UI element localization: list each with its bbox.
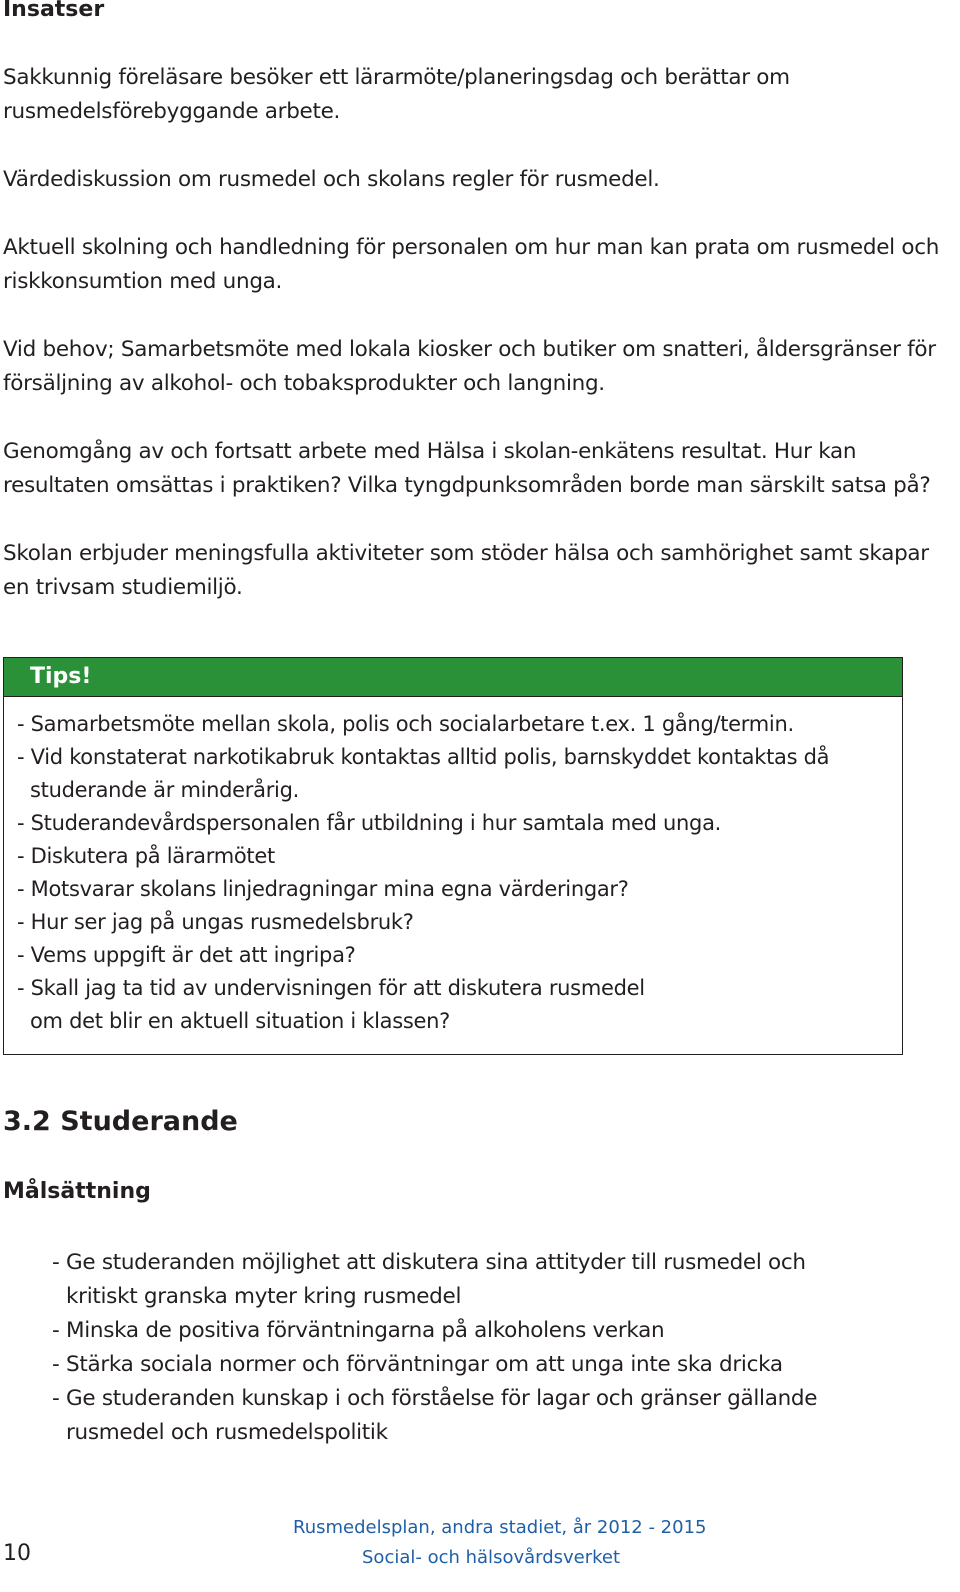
goal-item: - Minska de positiva förväntningarna på alkoholens verkan — [52, 1318, 665, 1343]
section-heading-insatser: Insatser — [3, 0, 105, 22]
tips-title: Tips! — [30, 664, 92, 689]
tips-item: - Diskutera på lärarmötet — [17, 844, 275, 868]
footer-document-title: Rusmedelsplan, andra stadiet, år 2012 - 2015 — [293, 1517, 707, 1538]
section-title-studerande: 3.2 Studerande — [3, 1106, 238, 1137]
paragraph-5: Genomgång av och fortsatt arbete med Hälsa i skolan-enkätens resultat. Hur kan resultaten omsättas i praktiken? Vilka tyngdpunksområden borde man särskilt satsa på? — [3, 439, 931, 498]
tips-subitem: - Hur ser jag på ungas rusmedelsbruk? — [17, 910, 414, 934]
tips-list — [17, 708, 890, 1038]
goals-list — [52, 1246, 932, 1450]
tips-subitem: - Vems uppgift är det att ingripa? — [17, 943, 356, 967]
tips-subitem: - Motsvarar skolans linjedragningar mina egna värderingar? — [17, 877, 629, 901]
tips-box — [3, 657, 903, 1055]
paragraph-4: Vid behov; Samarbetsmöte med lokala kiosker och butiker om snatteri, åldersgränser för försäljning av alkohol- och tobaksprodukter och langning. — [3, 337, 936, 396]
tips-header — [4, 658, 902, 697]
tips-item: - Vid konstaterat narkotikabruk kontaktas alltid polis, barnskyddet kontaktas då studerande är minderårig. — [17, 745, 830, 802]
tips-subitem: - Skall jag ta tid av undervisningen för att diskutera rusmedel om det blir en aktuell situation i klassen? — [17, 976, 645, 1033]
paragraph-3: Aktuell skolning och handledning för personalen om hur man kan prata om rusmedel och riskkonsumtion med unga. — [3, 235, 940, 294]
footer-organization: Social- och hälsovårdsverket — [362, 1547, 621, 1568]
goal-item: - Ge studeranden möjlighet att diskutera sina attityder till rusmedel och kritiskt granska myter kring rusmedel — [52, 1250, 806, 1309]
paragraph-6: Skolan erbjuder meningsfulla aktiviteter som stöder hälsa och samhörighet samt skapar en trivsam studiemiljö. — [3, 541, 929, 600]
tips-item: - Samarbetsmöte mellan skola, polis och socialarbetare t.ex. 1 gång/termin. — [17, 712, 794, 736]
paragraph-2: Värdediskussion om rusmedel och skolans regler för rusmedel. — [3, 167, 660, 192]
paragraph-1: Sakkunnig föreläsare besöker ett lärarmöte/planeringsdag och berättar om rusmedelsförebyggande arbete. — [3, 65, 790, 124]
subheading-malsattning: Målsättning — [3, 1179, 151, 1204]
goal-item: - Stärka sociala normer och förväntningar om att unga inte ska dricka — [52, 1352, 783, 1377]
tips-item: - Studerandevårdspersonalen får utbildning i hur samtala med unga. — [17, 811, 722, 835]
page-number: 10 — [3, 1541, 31, 1566]
goal-item: - Ge studeranden kunskap i och förståelse för lagar och gränser gällande rusmedel och rusmedelspolitik — [52, 1386, 818, 1445]
